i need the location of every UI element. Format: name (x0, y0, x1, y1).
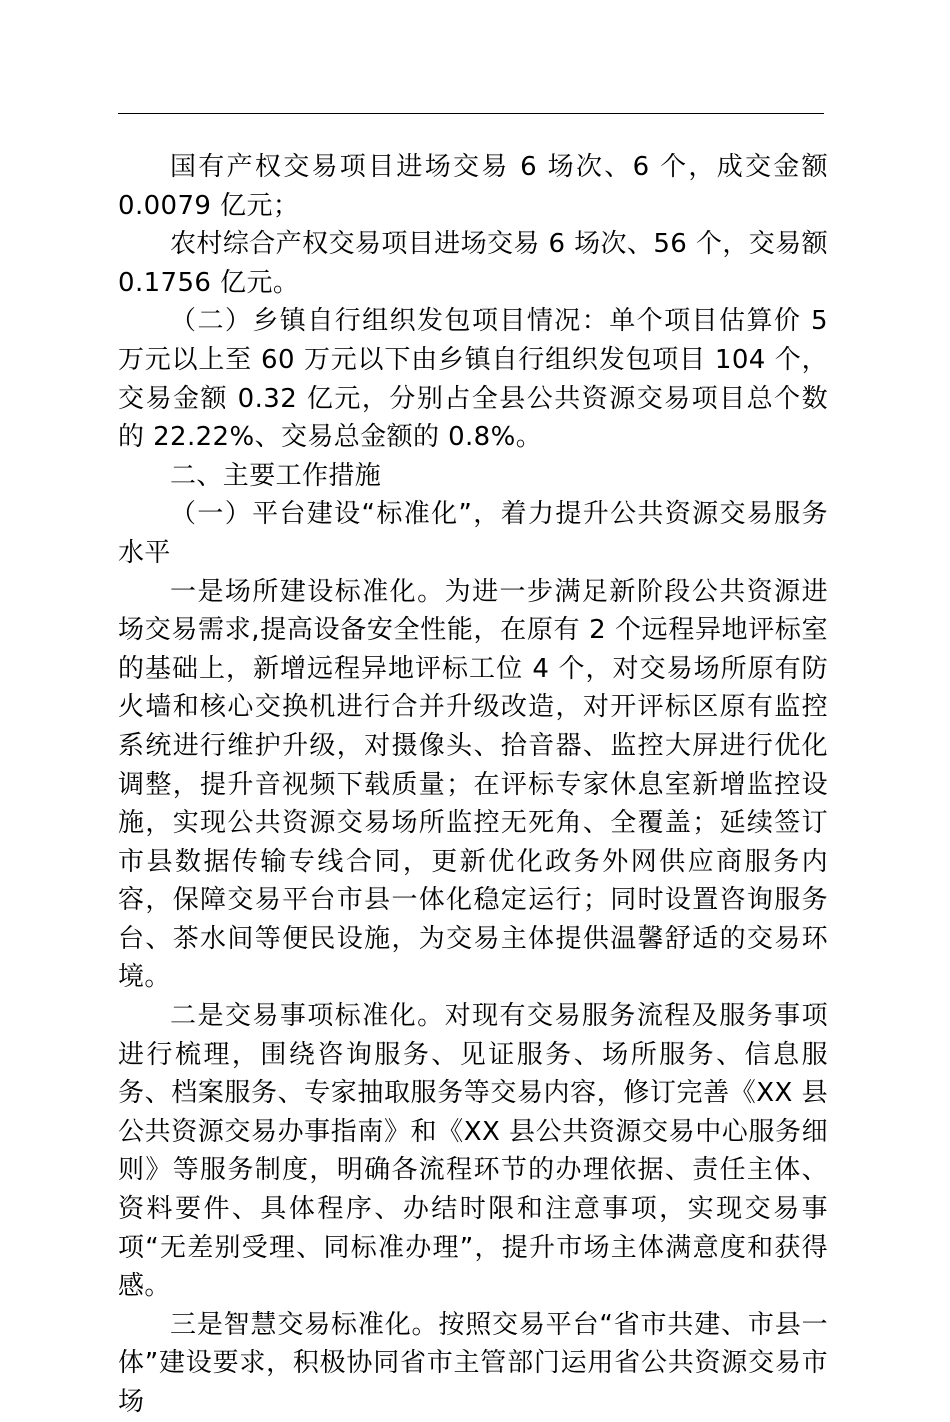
paragraph-township-projects: （二）乡镇自行组织发包项目情况：单个项目估算价 5 万元以上至 60 万元以下由乡镇自行组织发包项目 104 个，交易金额 0.32 亿元，分别占全县公共资源交易项目总个数的 22.22%、交易总金额的 0.8%。 (118, 306, 828, 453)
paragraph-transaction-standardization: 二是交易事项标准化。对现有交易服务流程及服务事项进行梳理，围绕咨询服务、见证服务、场所服务、信息服务、档案服务、专家抽取服务等交易内容，修订完善《XX 县公共资源交易办事指南》和《XX 县公共资源交易中心服务细则》等服务制度，明确各流程环节的办理依据、责任主体、资料要件、具体程序、办结时限和注意事项，实现交易事项“无差别受理、同标准办理”，提升市场主体满意度和获得感。 (118, 1001, 828, 1302)
paragraph-state-property: 国有产权交易项目进场交易 6 场次、6 个，成交金额 0.0079 亿元； (118, 152, 828, 221)
section-heading-main-measures: 二、主要工作措施 (170, 460, 382, 491)
subsection-heading-platform: （一）平台建设“标准化”，着力提升公共资源交易服务水平 (118, 499, 828, 568)
paragraph-venue-standardization: 一是场所建设标准化。为进一步满足新阶段公共资源进场交易需求,提高设备安全性能，在原有 2 个远程异地评标室的基础上，新增远程异地评标工位 4 个，对交易场所原有防火墙和核心交换机进行合并升级改造，对开评标区原有监控系统进行维护升级，对摄像头、拾音器、监控大屏进行优化调整，提升音视频下载质量；在评标专家休息室新增监控设施，实现公共资源交易场所监控无死角、全覆盖；延续签订市县数据传输专线合同，更新优化政务外网供应商服务内容，保障交易平台市县一体化稳定运行；同时设置咨询服务台、茶水间等便民设施，为交易主体提供温馨舒适的交易环境。 (118, 576, 828, 993)
paragraph-smart-trading: 三是智慧交易标准化。按照交易平台“省市共建、市县一体”建设要求，积极协同省市主管部门运用省公共资源交易市场 (118, 1309, 828, 1417)
header-rule (118, 113, 824, 114)
paragraph-rural-property: 农村综合产权交易项目进场交易 6 场次、56 个，交易额 0.1756 亿元。 (118, 229, 828, 298)
document-body (118, 148, 828, 1422)
